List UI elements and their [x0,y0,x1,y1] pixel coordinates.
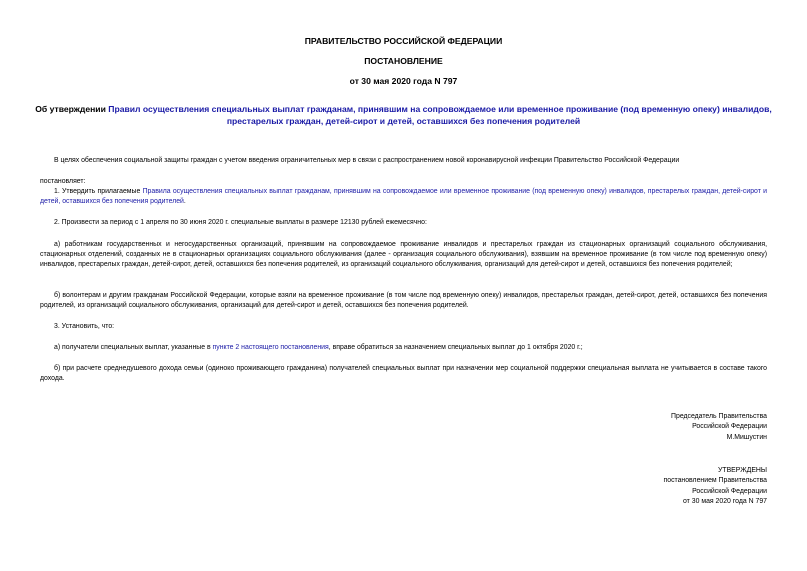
paragraph-3: 3. Установить, что: [54,323,115,330]
p1-rules-link[interactable]: Правила осуществления специальных выплат гражданам, принявшим на сопровождаемое или временное проживание (под временную опеку) инвалидов, престарелых граждан, детей-сирот и детей, оставшихся без попечения родителей [40,188,767,206]
approval-heading: УТВЕРЖДЕНЫ [718,467,767,474]
paragraph-3b: б) при расчете среднедушевого дохода семьи (одиноко проживающего гражданина) получателей специальных выплат при назначении мер социальной поддержки специальная выплата не учитывается в составе такого дохода. [40,365,767,383]
signature-organization: Российской Федерации [692,423,767,431]
intro-paragraph: В целях обеспечения социальной защиты граждан с учетом введения ограничительных мер в связи с распространением новой коронавирусной инфекции Правительство Российской Федерации [54,157,680,164]
signature-name: М.Мишустин [726,433,767,441]
decrees-label: постановляет: [40,178,86,185]
paragraph-2a: а) работникам государственных и негосударственных организаций, принявшим на сопровождаемое проживание инвалидов и престарелых граждан из стационарных организаций социального обслуживания, стационарных отделений, созданных не в стационарных организациях социального обслуживания (далее - организация социального обслуживания), взявшим на временное проживание (в том числе под временную опеку) инвалидов, престарелых граждан, детей-сирот, детей, оставшихся без попечения родителей, из организаций социального обслуживания, организаций для детей-сирот и детей, оставшихся без попечения родителей; [40,241,767,269]
doc-date-heading: от 30 мая 2020 года N 797 [349,76,458,86]
p1-suffix: . [183,198,186,206]
paragraph-2b: б) волонтерам и другим гражданам Российской Федерации, которые взяли на временное проживание (в том числе под временную опеку) инвалидов, престарелых граждан, детей-сирот, детей, оставшихся без попечения родителей, из организаций социального обслуживания, организаций для детей-сирот и детей, оставшихся без попечения родителей. [40,292,767,310]
paragraph-3a [40,343,767,353]
document-title [30,103,777,127]
approval-block [664,466,768,508]
p3a-prefix: а) получатели специальных выплат, указанные в [54,344,213,351]
government-heading: ПРАВИТЕЛЬСТВО РОССИЙСКОЙ ФЕДЕРАЦИИ [304,36,503,46]
title-prefix: Об утверждении [35,104,109,114]
approval-date: от 30 мая 2020 года N 797 [683,498,767,506]
signature-position: Председатель Правительства [671,413,767,420]
doc-type-heading: ПОСТАНОВЛЕНИЕ [364,56,443,66]
approval-organization: Российской Федерации [692,487,767,495]
paragraph-1 [40,187,767,207]
signature-block [671,412,767,443]
approval-by: постановлением Правительства [663,477,767,485]
title-rules-link[interactable]: Правил осуществления специальных выплат гражданам, принявшим на сопровождаемое или временное проживание (под временную опеку) инвалидов, престарелых граждан, детей-сирот и детей, оставшихся без попечения родителей [108,104,772,126]
p1-prefix: 1. Утвердить прилагаемые [54,188,143,195]
paragraph-2: 2. Произвести за период с 1 апреля по 30 июня 2020 г. специальные выплаты в размере 12130 рублей ежемесячно: [54,219,427,226]
p3a-suffix: , вправе обратиться за назначением специальных выплат до 1 октября 2020 г.; [328,344,583,351]
p3a-point2-link[interactable]: пункте 2 настоящего постановления [212,344,329,351]
